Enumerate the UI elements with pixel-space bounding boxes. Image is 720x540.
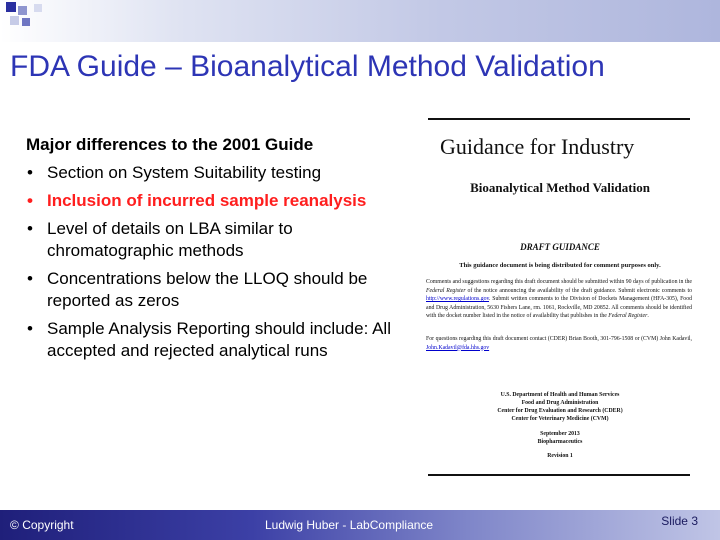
bullet-item-highlight: [26, 190, 406, 212]
decor-square: [10, 16, 19, 25]
content-heading: Major differences to the 2001 Guide: [26, 135, 314, 154]
bullet-item: [26, 318, 406, 362]
divider: [428, 474, 690, 476]
bullet-text: Inclusion of incurred sample reanalysis: [47, 191, 367, 210]
document-title: Guidance for Industry: [440, 134, 635, 159]
divider: [428, 118, 690, 120]
agency-block: U.S. Department of Health and Human Services Food and Drug Administration Center for Drug Evaluation and Research (CDER) Center for Veterinary Medicine (CVM): [497, 392, 623, 422]
bullet-item: [26, 162, 406, 184]
slide-number: Slide 3: [661, 514, 698, 528]
bullet-text: Level of details on LBA similar to chromatographic methods: [47, 219, 293, 260]
footer-copyright: © Copyright: [10, 518, 74, 532]
date-block: September 2013 Biopharmaceutics: [537, 431, 583, 445]
decor-square: [22, 18, 30, 26]
draft-label: DRAFT GUIDANCE: [520, 242, 600, 252]
bullet-item: [26, 218, 406, 262]
bullet-list: [26, 162, 406, 362]
slide-title: FDA Guide – Bioanalytical Method Validation: [10, 50, 605, 83]
bullet-text: Concentrations below the LLOQ should be reported as zeros: [47, 269, 368, 310]
copyright-icon: ©: [10, 518, 19, 532]
decor-square: [6, 2, 16, 12]
bullet-icon: •: [27, 319, 33, 338]
bullet-item: [26, 268, 406, 312]
guidance-document-image: [420, 118, 698, 480]
bullet-icon: •: [27, 191, 33, 210]
contact-paragraph: For questions regarding this draft document contact (CDER) Brian Booth, 301-796-1508 or (CVM) John Kadavil, John.Kadavil@fda.hhs.gov: [426, 336, 692, 351]
distribution-note: This guidance document is being distributed for comment purposes only.: [459, 262, 661, 269]
decor-square: [34, 4, 42, 12]
slide-content: [26, 134, 406, 368]
decor-square: [18, 6, 27, 15]
revision-label: Revision 1: [547, 453, 573, 459]
bullet-text: Section on System Suitability testing: [47, 163, 322, 182]
footer-center-text: Ludwig Huber - LabCompliance: [265, 518, 434, 532]
email-link[interactable]: John.Kadavil@fda.hhs.gov: [426, 344, 490, 351]
bullet-icon: •: [27, 163, 33, 182]
bullet-text: Sample Analysis Reporting should include: All accepted and rejected analytical runs: [47, 319, 391, 360]
footer-bar: [0, 510, 720, 540]
comments-paragraph: Comments and suggestions regarding this draft document should be submitted within 90 days of publication in the Federal Register of the notice announcing the availability of the draft guidance. Submit electronic comments to http://www.regulations.gov. Submit written comments to the Division of Dockets Management (HFA-305), Food and Drug Administration, 5630 Fishers Lane, rm. 1061, Rockville, MD 20852. All comments should be identified with the docket number listed in the notice of availability that publishes in the Federal Register.: [426, 279, 692, 319]
bullet-icon: •: [27, 219, 33, 238]
header-band: [0, 0, 720, 42]
bullet-icon: •: [27, 269, 33, 288]
document-subtitle: Bioanalytical Method Validation: [470, 180, 650, 195]
regulations-link[interactable]: http://www.regulations.gov: [426, 296, 490, 302]
